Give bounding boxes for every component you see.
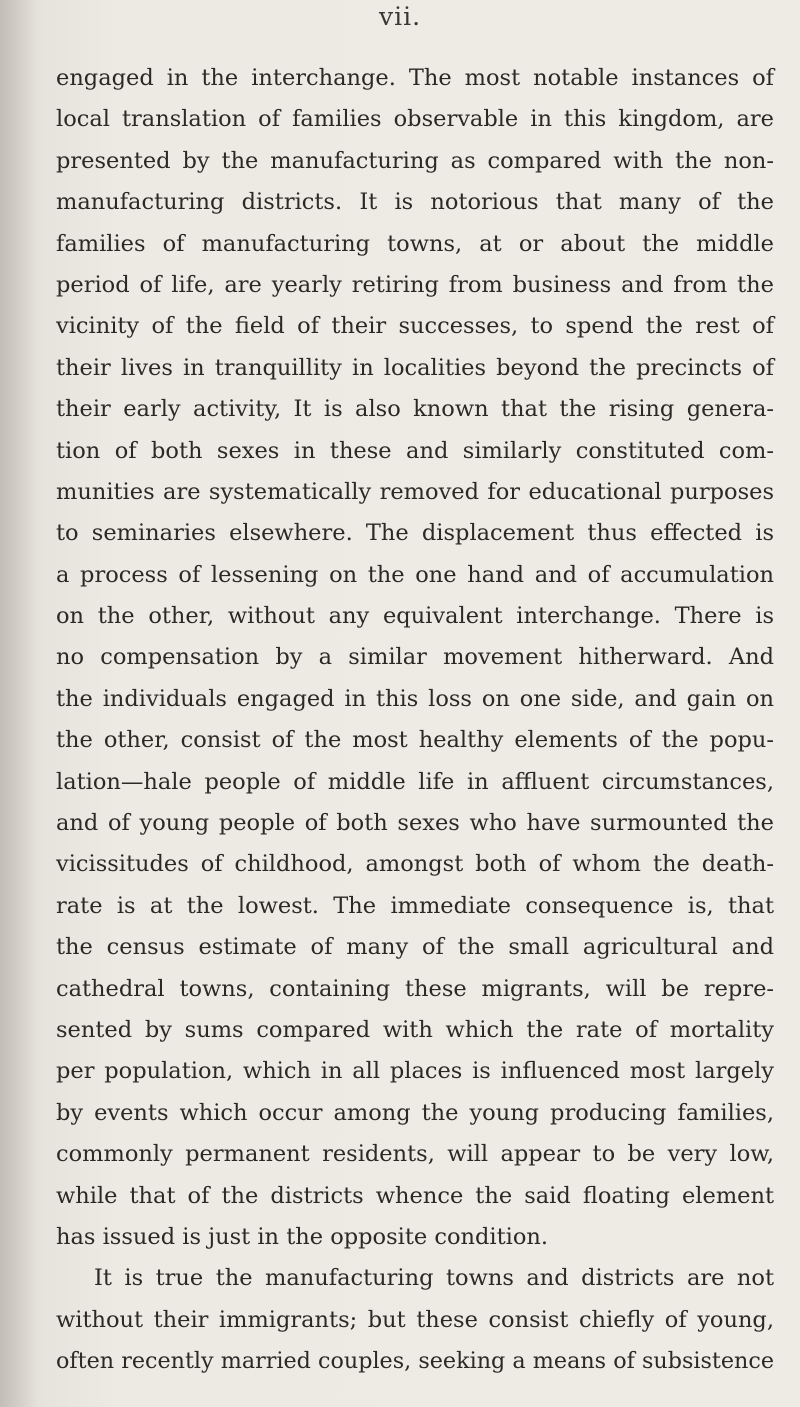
text-line: tion of both sexes in these and similarly constituted com- <box>56 437 774 464</box>
body-text <box>56 58 774 1383</box>
text-line: on the other, without any equivalent interchange. There is <box>56 603 774 630</box>
text-line: the census estimate of many of the small agricultural and <box>56 934 774 961</box>
text-line: to seminaries elsewhere. The displacement thus effected is <box>56 520 774 547</box>
text-line: their lives in tranquillity in localities beyond the precincts of <box>56 354 774 381</box>
text-line: engaged in the interchange. The most notable instances of <box>56 65 774 91</box>
text-line: rate is at the lowest. The immediate consequence is, that <box>56 892 774 919</box>
text-line: presented by the manufacturing as compared with the non- <box>56 147 774 174</box>
text-line: families of manufacturing towns, at or about the middle <box>56 230 774 257</box>
text-line: cathedral towns, containing these migrants, will be repre- <box>56 975 774 1002</box>
text-line: local translation of families observable in this kingdom, are <box>56 106 774 133</box>
text-line: commonly permanent residents, will appear to be very low, <box>56 1141 774 1168</box>
text-line: vicissitudes of childhood, amongst both of whom the death- <box>56 851 774 878</box>
text-line: lation—hale people of middle life in affluent circumstances, <box>56 768 774 795</box>
text-line: vicinity of the field of their successes, to spend the rest of <box>56 313 774 340</box>
text-line: and of young people of both sexes who have surmounted the <box>56 810 774 837</box>
text-line: their early activity, It is also known that the rising genera- <box>56 396 774 423</box>
text-line: while that of the districts whence the said floating element <box>56 1182 774 1209</box>
text-line: by events which occur among the young producing families, <box>56 1099 774 1126</box>
text-line: often recently married couples, seeking a means of subsistence <box>56 1348 774 1375</box>
text-line: period of life, are yearly retiring from business and from the <box>56 271 774 298</box>
text-line: per population, which in all places is influenced most largely <box>56 1058 774 1085</box>
page-number: vii. <box>378 2 422 31</box>
text-line: a process of lessening on the one hand and of accumulation <box>56 561 774 588</box>
text-line: the other, consist of the most healthy elements of the popu- <box>56 727 774 754</box>
paragraph-start-line: It is true the manufacturing towns and districts are not <box>94 1265 774 1292</box>
text-line: manufacturing districts. It is notorious that many of the <box>56 189 774 216</box>
text-line: sented by sums compared with which the rate of mortality <box>56 1016 774 1043</box>
text-line: munities are systematically removed for educational purposes <box>56 478 774 505</box>
paragraph-end-line: has issued is just in the opposite condition. <box>56 1223 549 1250</box>
text-line: the individuals engaged in this loss on one side, and gain on <box>56 685 774 712</box>
text-line: no compensation by a similar movement hitherward. And <box>56 644 774 671</box>
gutter-shadow <box>0 0 38 1407</box>
text-line: without their immigrants; but these consist chiefly of young, <box>56 1306 774 1333</box>
